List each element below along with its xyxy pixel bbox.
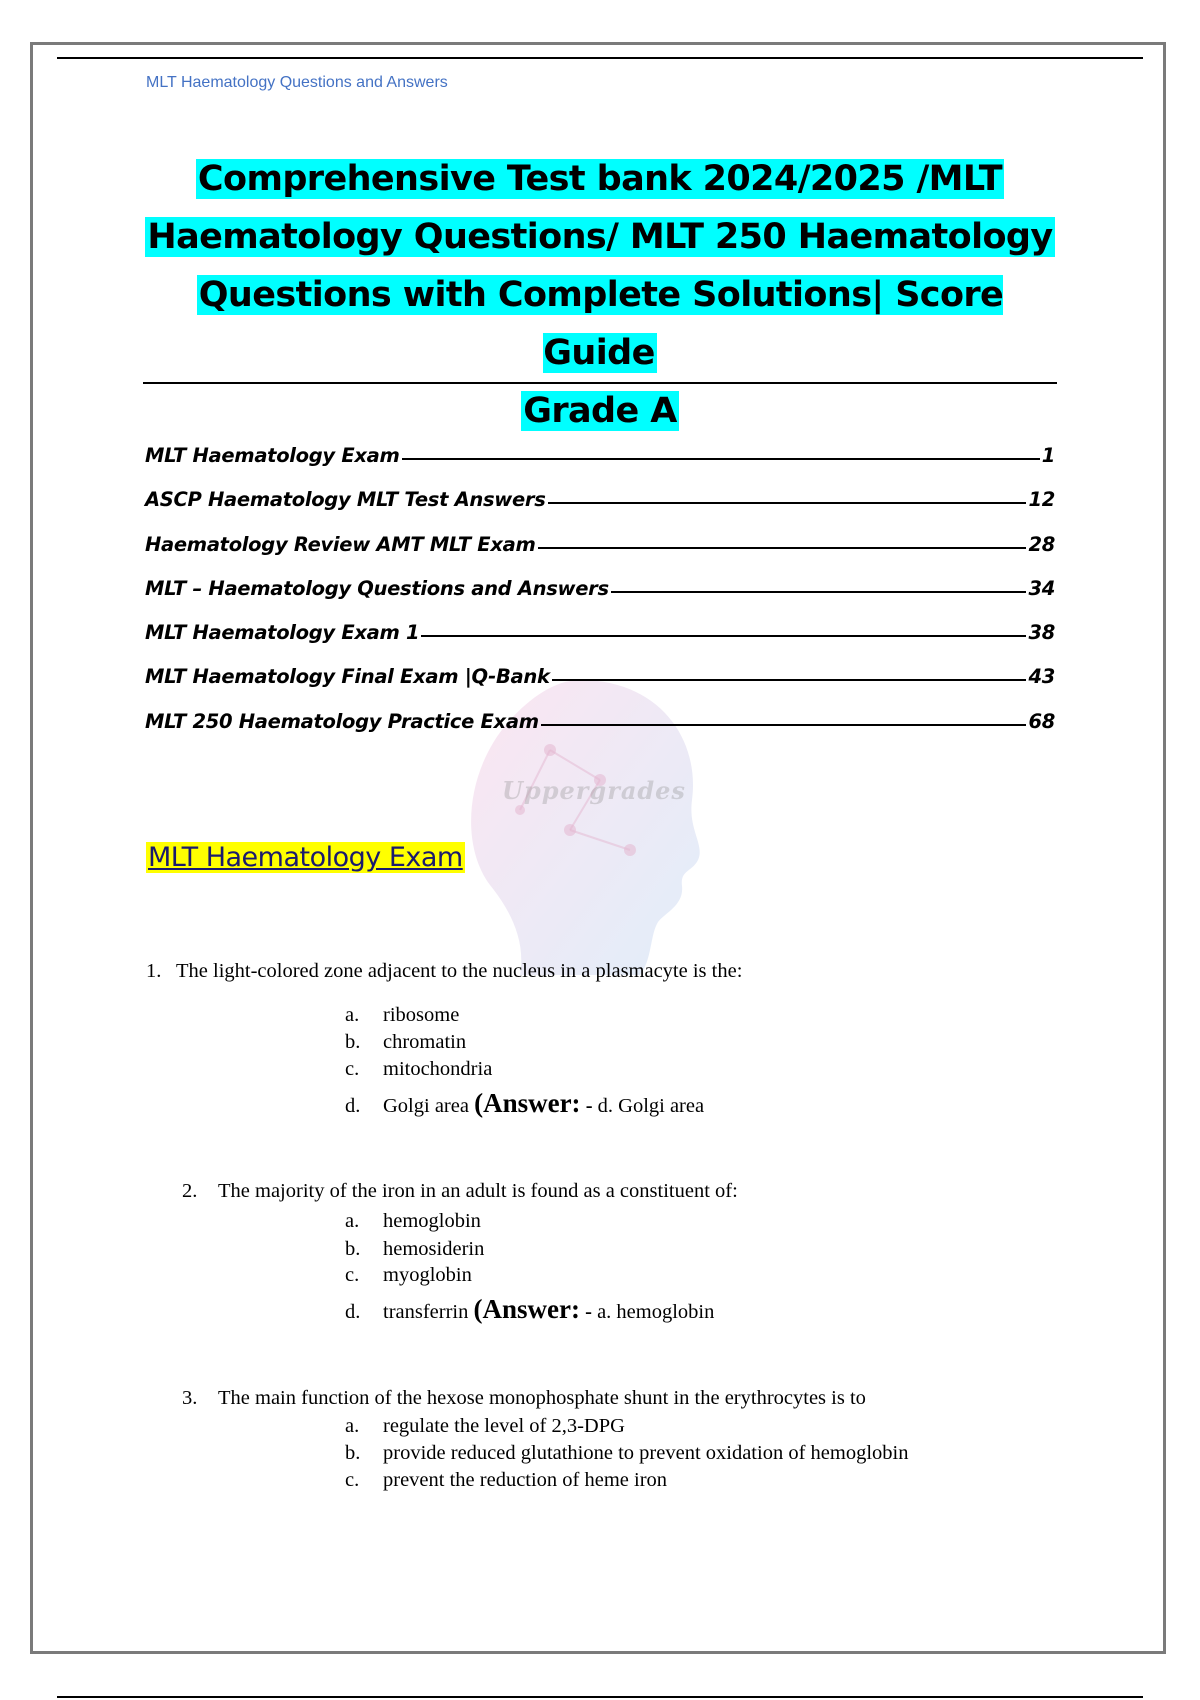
option-text: hemoglobin (383, 1210, 481, 1232)
option-letter: b. (345, 1442, 361, 1464)
option-letter: d. (345, 1301, 361, 1323)
answer-label: (Answer: (474, 1088, 581, 1118)
option-item (345, 1238, 484, 1261)
option-item (345, 1058, 492, 1081)
option-letter: a. (345, 1004, 360, 1026)
option-text: prevent the reduction of heme iron (383, 1469, 668, 1491)
toc-entry-page: 28 (1028, 532, 1055, 556)
option-item (345, 1004, 459, 1027)
option-letter: c. (345, 1058, 360, 1080)
toc-entry-page: 68 (1028, 709, 1055, 733)
toc-leader (541, 724, 1027, 726)
question-stem (182, 1387, 866, 1410)
question-number: 3. (182, 1387, 198, 1409)
question-text: The majority of the iron in an adult is found as a constituent of: (218, 1180, 738, 1202)
option-item (345, 1031, 466, 1054)
option-text: provide reduced glutathione to prevent oxidation of hemoglobin (383, 1442, 909, 1464)
toc-entry-label: MLT – Haematology Questions and Answers (145, 576, 609, 600)
option-text: hemosiderin (383, 1238, 485, 1260)
toc-leader (611, 591, 1027, 593)
title-line-3: Questions with Complete Solutions| Score Guide (198, 275, 1004, 373)
toc-entry[interactable] (145, 577, 1055, 621)
toc-entry-label: Haematology Review AMT MLT Exam (145, 532, 536, 556)
toc-entry-label: MLT Haematology Exam (145, 444, 400, 467)
option-item (345, 1469, 667, 1492)
question-text: The light-colored zone adjacent to the nucleus in a plasmacyte is the: (176, 960, 743, 982)
toc-entry-label: MLT 250 Haematology Practice Exam (145, 709, 539, 733)
option-item (345, 1442, 908, 1465)
toc-entry[interactable] (145, 621, 1055, 665)
option-letter: b. (345, 1238, 361, 1260)
toc-entry[interactable] (145, 488, 1055, 532)
toc-leader (538, 547, 1027, 549)
option-letter: b. (345, 1031, 361, 1053)
toc-leader (552, 679, 1027, 681)
question-number: 2. (182, 1180, 198, 1202)
toc-entry-label: ASCP Haematology MLT Test Answers (145, 488, 546, 512)
option-text: myoglobin (383, 1264, 472, 1286)
toc-leader (548, 502, 1027, 504)
option-letter: c. (345, 1264, 360, 1286)
option-letter: a. (345, 1210, 360, 1232)
answer-dash: - (585, 1095, 593, 1117)
option-text: regulate the level of 2,3-DPG (383, 1415, 625, 1437)
option-letter: a. (345, 1415, 360, 1437)
option-item (345, 1088, 704, 1119)
toc-entry-page: 43 (1028, 665, 1055, 689)
section-heading: MLT Haematology Exam (148, 842, 463, 873)
option-item (345, 1264, 472, 1287)
toc-entry-label: MLT Haematology Final Exam |Q-Bank (145, 665, 550, 689)
option-text: transferrin (383, 1301, 469, 1323)
option-item (345, 1294, 714, 1325)
answer-text: d. Golgi area (597, 1095, 705, 1117)
question-stem (146, 960, 742, 983)
title-line-2: Haematology Questions/ MLT 250 Haematology (147, 217, 1053, 257)
toc-entry-page: 34 (1028, 576, 1055, 600)
title-line-1: Comprehensive Test bank 2024/2025 /MLT (197, 159, 1003, 199)
table-of-contents (145, 444, 1055, 754)
toc-entry[interactable] (145, 665, 1055, 709)
toc-entry-page: 12 (1028, 488, 1055, 512)
toc-entry-page: 1 (1041, 444, 1055, 467)
bottom-rule (57, 1696, 1143, 1698)
running-header: MLT Haematology Questions and Answers (146, 74, 448, 91)
option-item (345, 1415, 625, 1438)
answer-dash: - (585, 1301, 592, 1323)
question-stem (182, 1180, 738, 1203)
document-title (140, 150, 1060, 440)
option-letter: c. (345, 1469, 360, 1491)
toc-leader (421, 635, 1026, 637)
watermark-text: Uppergrades (502, 776, 686, 805)
option-text: chromatin (383, 1031, 467, 1053)
toc-leader (402, 458, 1040, 460)
option-item (345, 1210, 481, 1233)
toc-entry[interactable] (145, 710, 1055, 754)
title-rule (143, 382, 1057, 384)
question-text: The main function of the hexose monophosphate shunt in the erythrocytes is to (218, 1387, 866, 1409)
option-text: ribosome (383, 1004, 460, 1026)
toc-entry[interactable] (145, 444, 1055, 488)
toc-entry[interactable] (145, 533, 1055, 577)
answer-label: (Answer: (473, 1294, 580, 1324)
title-line-4: Grade A (523, 391, 677, 431)
option-letter: d. (345, 1095, 361, 1117)
option-text: mitochondria (383, 1058, 493, 1080)
toc-entry-page: 38 (1028, 621, 1055, 645)
toc-entry-label: MLT Haematology Exam 1 (145, 621, 420, 645)
option-text: Golgi area (383, 1095, 469, 1117)
answer-text: a. hemoglobin (597, 1301, 715, 1323)
top-rule (57, 57, 1143, 59)
question-number: 1. (146, 960, 162, 982)
